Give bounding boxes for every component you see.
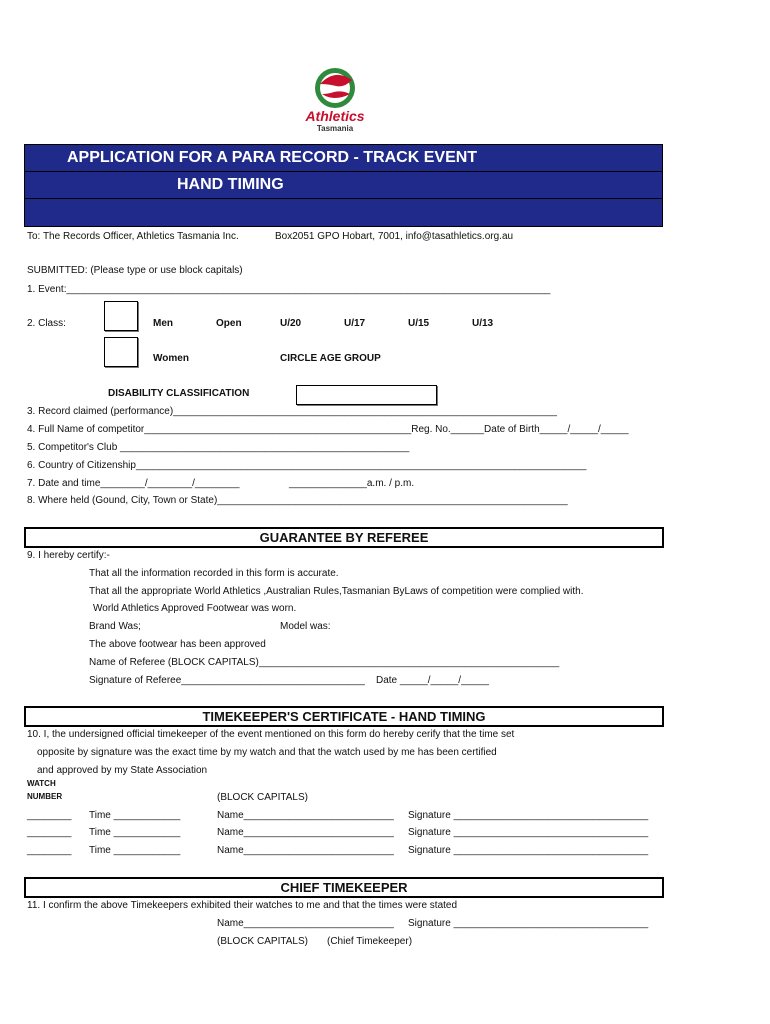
model-field[interactable]: Model was: [280, 621, 331, 632]
chief-timekeeper-heading: CHIEF TIMEKEEPER [24, 877, 664, 898]
submitted-line: SUBMITTED: (Please type or use block capitals) [27, 265, 243, 276]
where-held-field[interactable]: 8. Where held (Gound, City, Town or State)_______________________________________________________________ [27, 495, 568, 506]
men-label: Men [153, 318, 173, 329]
referee-line-1: That all the information recorded in this form is accurate. [89, 568, 339, 579]
name-field[interactable]: Name___________________________ [217, 827, 394, 838]
referee-date-field[interactable]: Date _____/_____/_____ [376, 675, 489, 686]
referee-line-3: World Athletics Approved Footwear was worn. [93, 603, 297, 614]
referee-line-2: That all the appropriate World Athletics ,Australian Rules,Tasmanian ByLaws of competition were complied with. [89, 586, 584, 597]
full-name-field[interactable]: 4. Full Name of competitor________________________________________________Reg. No.______Date of Birth_____/_____/_____ [27, 424, 629, 435]
signature-field[interactable]: Signature ___________________________________ [408, 845, 649, 856]
age-u13[interactable]: U/13 [472, 318, 494, 329]
address-line: Box2051 GPO Hobart, 7001, info@tasathletics.org.au [275, 231, 514, 242]
event-field[interactable]: 1. Event:_______________________________________________________________________________________ [27, 284, 551, 295]
age-u20[interactable]: U/20 [280, 318, 302, 329]
women-label: Women [153, 353, 189, 364]
timekeeper-line-3: and approved by my State Association [37, 765, 208, 776]
page-subtitle: HAND TIMING [177, 176, 284, 193]
certify-line: 9. I hereby certify:- [27, 550, 110, 561]
time-field[interactable]: Time ____________ [89, 845, 181, 856]
club-field[interactable]: 5. Competitor's Club ____________________________________________________ [27, 442, 410, 453]
watch-number-field[interactable]: ________ [27, 845, 72, 856]
logo-emblem-icon [300, 66, 370, 110]
record-claimed-field[interactable]: 3. Record claimed (performance)_____________________________________________________________________ [27, 406, 557, 417]
time-field[interactable]: Time ____________ [89, 827, 181, 838]
timekeeper-heading: TIMEKEEPER'S CERTIFICATE - HAND TIMING [24, 706, 664, 727]
referee-signature-field[interactable]: Signature of Referee_________________________________ [89, 675, 365, 686]
time-ampm-field[interactable]: ______________a.m. / p.m. [289, 478, 415, 489]
women-checkbox[interactable] [104, 337, 138, 367]
block-capitals-label: (BLOCK CAPITALS) [217, 792, 308, 803]
watch-number-field[interactable]: ________ [27, 810, 72, 821]
chief-block-capitals: (BLOCK CAPITALS) [217, 936, 308, 947]
number-label: NUMBER [27, 792, 63, 801]
to-line: To: The Records Officer, Athletics Tasmania Inc. [27, 231, 239, 242]
disability-classification-field[interactable] [296, 385, 437, 405]
brand-field[interactable]: Brand Was; [89, 621, 141, 632]
chief-name-field[interactable]: Name___________________________ [217, 918, 394, 929]
timekeeper-line-2: opposite by signature was the exact time by my watch and that the watch used by me has been certified [37, 747, 497, 758]
signature-field[interactable]: Signature ___________________________________ [408, 810, 649, 821]
subtitle-banner [24, 171, 663, 199]
timekeeper-line-1: 10. I, the undersigned official timekeeper of the event mentioned on this form do hereby cerify that the time set [27, 729, 515, 740]
circle-age-group-label: CIRCLE AGE GROUP [280, 353, 381, 364]
referee-heading: GUARANTEE BY REFEREE [24, 527, 664, 548]
signature-field[interactable]: Signature ___________________________________ [408, 827, 649, 838]
referee-name-field[interactable]: Name of Referee (BLOCK CAPITALS)______________________________________________________ [89, 657, 560, 668]
men-checkbox[interactable] [104, 301, 138, 331]
footwear-approved: The above footwear has been approved [89, 639, 266, 650]
blank-banner [24, 198, 663, 227]
age-u15[interactable]: U/15 [408, 318, 430, 329]
title-banner [24, 144, 663, 172]
name-field[interactable]: Name___________________________ [217, 810, 394, 821]
chief-role-label: (Chief Timekeeper) [327, 936, 413, 947]
age-open[interactable]: Open [216, 318, 242, 329]
chief-signature-field[interactable]: Signature ___________________________________ [408, 918, 649, 929]
country-field[interactable]: 6. Country of Citizenship_________________________________________________________________________________ [27, 460, 587, 471]
logo-wordmark: Athletics [305, 108, 365, 124]
date-time-field[interactable]: 7. Date and time________/________/________ [27, 478, 240, 489]
class-label: 2. Class: [27, 318, 66, 329]
watch-number-field[interactable]: ________ [27, 827, 72, 838]
athletics-tasmania-logo [300, 66, 370, 138]
name-field[interactable]: Name___________________________ [217, 845, 394, 856]
age-u17[interactable]: U/17 [344, 318, 366, 329]
chief-line-1: 11. I confirm the above Timekeepers exhibited their watches to me and that the times were stated [27, 900, 458, 911]
time-field[interactable]: Time ____________ [89, 810, 181, 821]
page-title: APPLICATION FOR A PARA RECORD - TRACK EVENT [67, 149, 478, 166]
disability-label: DISABILITY CLASSIFICATION [108, 388, 250, 399]
watch-label: WATCH [27, 779, 56, 788]
logo-subtitle: Tasmania [316, 124, 354, 133]
